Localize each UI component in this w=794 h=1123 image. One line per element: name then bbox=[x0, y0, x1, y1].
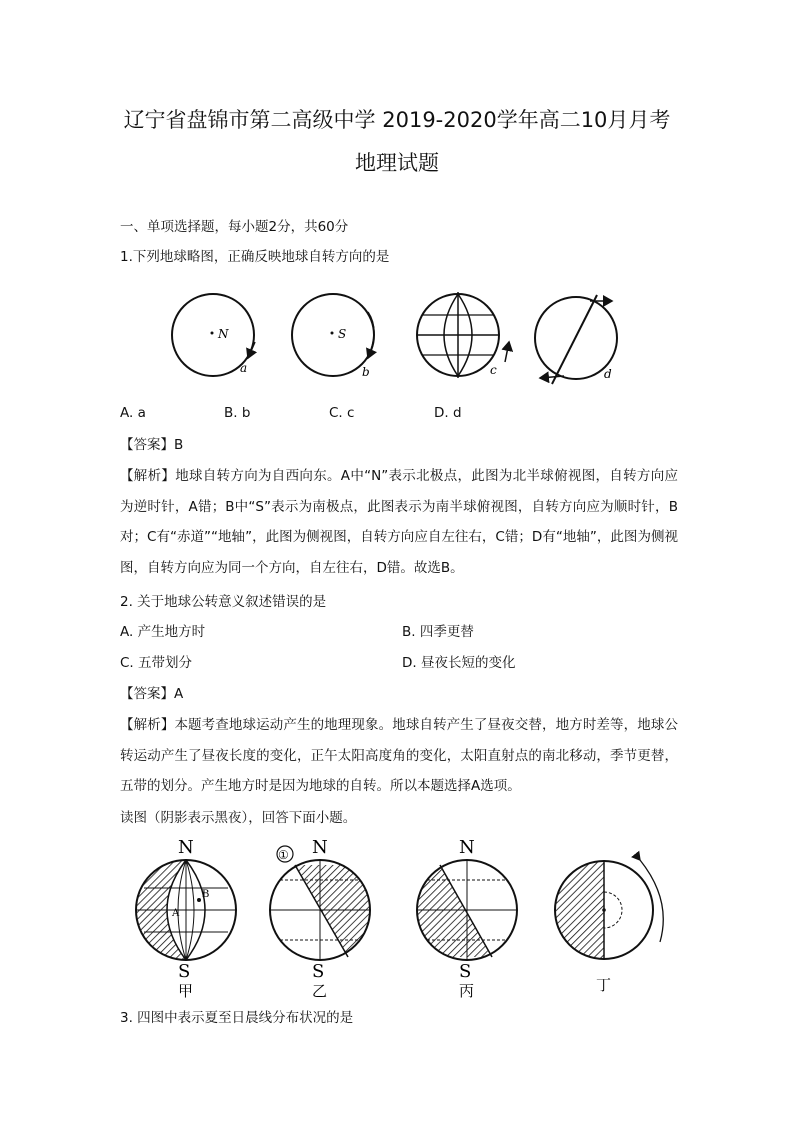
diagram-yi bbox=[270, 837, 380, 1000]
label-c: c bbox=[490, 363, 497, 377]
jia-north: N bbox=[178, 837, 194, 858]
caption-bing: 丙 bbox=[459, 982, 475, 1000]
q1-analysis: 【解析】地球自转方向为自西向东。A中“N”表示北极点，此图为北半球俯视图，自转方向应为逆时针，A错；B中“S”表示为南极点，此图表示为南半球俯视图，自转方向应为顺时针，B对；C有“赤道”“地轴”，此图为侧视图，自转方向应自左往右，C错；D有“地轴”，此图为侧视图，自转方向应为同一个方向，自左往右，D错。故选B。 bbox=[120, 468, 678, 576]
yi-south: S bbox=[312, 961, 325, 982]
diagram-bing bbox=[400, 837, 517, 1000]
page-subtitle: 地理试题 bbox=[355, 151, 439, 175]
question-2-stem: 2. 关于地球公转意义叙述错误的是 bbox=[120, 594, 327, 610]
question-1-stem: 1.下列地球略图，正确反映地球自转方向的是 bbox=[120, 249, 390, 265]
q1-option-a: A. a bbox=[120, 405, 146, 421]
reading-intro: 读图（阴影表示黑夜），回答下面小题。 bbox=[120, 810, 357, 826]
label-b: b bbox=[362, 365, 370, 379]
q2-option-d: D. 昼夜长短的变化 bbox=[402, 655, 516, 671]
yi-north: N bbox=[312, 837, 328, 858]
point-b-label: B bbox=[202, 889, 210, 900]
arrow-c-icon bbox=[505, 342, 509, 362]
q2-option-a: A. 产生地方时 bbox=[120, 624, 206, 640]
point-a-label: A bbox=[172, 908, 180, 919]
q2-figure bbox=[120, 830, 680, 1005]
section-heading: 一、单项选择题，每小题2分，共60分 bbox=[120, 219, 349, 235]
globe-d bbox=[535, 295, 617, 384]
q2-option-b: B. 四季更替 bbox=[402, 624, 474, 640]
jia-south: S bbox=[178, 961, 191, 982]
globe-c bbox=[417, 292, 509, 378]
diagram-jia bbox=[120, 837, 236, 1000]
page-title: 辽宁省盘锦市第二高级中学 2019-2020学年高二10月月考 bbox=[123, 108, 671, 132]
q1-figure bbox=[160, 290, 630, 390]
q1-option-c: C. c bbox=[329, 405, 355, 421]
question-3-stem: 3. 四图中表示夏至日晨线分布状况的是 bbox=[120, 1010, 354, 1026]
q2-option-c: C. 五带划分 bbox=[120, 655, 193, 671]
q1-option-b: B. b bbox=[224, 405, 251, 421]
caption-yi: 乙 bbox=[312, 982, 328, 1000]
q1-option-d: D. d bbox=[434, 405, 462, 421]
label-d: d bbox=[604, 367, 612, 381]
bing-north: N bbox=[459, 837, 475, 858]
label-a: a bbox=[240, 361, 248, 375]
q1-answer: 【答案】B bbox=[120, 437, 184, 453]
diagram-ding bbox=[550, 860, 663, 994]
circle-one-label: ① bbox=[278, 848, 289, 862]
arrow-d-bottom-icon bbox=[540, 376, 564, 378]
q2-analysis: 【解析】本题考查地球运动产生的地理现象。地球自转产生了昼夜交替，地方时差等，地球公转运动产生了昼夜长度的变化，正午太阳高度角的变化，太阳直射点的南北移动，季节更替，五带的划分。产生地方时是因为地球的自转。所以本题选择A选项。 bbox=[120, 717, 678, 794]
caption-ding: 丁 bbox=[596, 976, 612, 994]
arrow-a-icon bbox=[248, 342, 255, 358]
bing-south: S bbox=[459, 961, 472, 982]
globe-b bbox=[292, 294, 374, 379]
caption-jia: 甲 bbox=[178, 982, 194, 1000]
label-s: S bbox=[338, 327, 347, 341]
globe-a bbox=[172, 294, 255, 376]
label-n: N bbox=[218, 327, 229, 341]
q2-answer: 【答案】A bbox=[120, 686, 184, 702]
